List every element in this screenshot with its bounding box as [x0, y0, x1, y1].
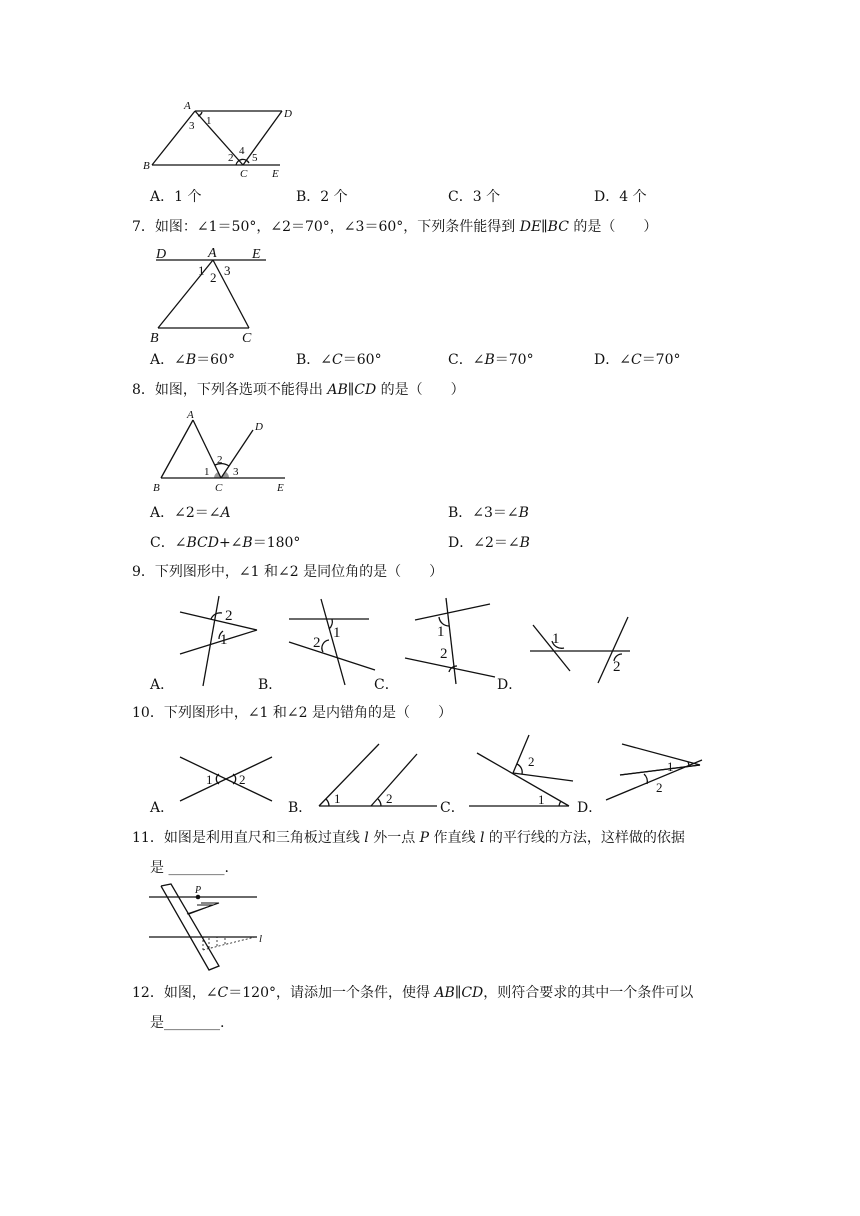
q6-angle-2: 2 — [228, 152, 234, 164]
q8-figure — [145, 408, 295, 498]
q10-figure-a[interactable] — [176, 743, 276, 813]
q8-d-pre: D．∠2＝∠ — [448, 535, 520, 551]
q8-c-mid: +∠ — [218, 535, 243, 551]
q8-b-pre: B．∠3＝∠ — [448, 505, 519, 521]
q8-c-pre: C．∠ — [150, 535, 187, 551]
q11-stem-a: 11．如图是利用直尺和三角板过直线 — [132, 830, 365, 846]
q12-stem-b: ＝120°，请添加一个条件，使得 — [228, 985, 435, 1001]
q11-var-l: l — [364, 830, 369, 846]
q11-stem-c: 作直线 — [429, 830, 480, 846]
q7-label-C: C — [242, 331, 252, 346]
q8-option-c[interactable] — [150, 534, 300, 552]
q10b-angle-1: 1 — [334, 791, 341, 806]
q10-label-d[interactable]: D． — [577, 800, 603, 816]
q7-d-post: ＝70° — [641, 352, 681, 368]
q7-parallel: ∥ — [541, 219, 548, 235]
q6-label-C: C — [240, 168, 248, 180]
q8-a-pre: A．∠2＝∠ — [150, 505, 221, 521]
q8-angle-3: 3 — [233, 466, 239, 478]
q7-angle-2: 2 — [210, 270, 217, 285]
q7-b-var: C — [332, 352, 343, 368]
q8-option-d[interactable] — [448, 534, 530, 552]
q9-figure-d[interactable] — [528, 615, 638, 685]
q11-var-p: P — [419, 830, 430, 846]
q7-stem-end: 的是（ ） — [568, 219, 658, 235]
q7-a-var: B — [185, 352, 197, 368]
q12-parallel: ∥ — [454, 985, 462, 1001]
q7-angle-3: 3 — [224, 263, 231, 278]
q11-var-l2: l — [479, 830, 485, 846]
q8-parallel: ∥ — [347, 382, 355, 398]
q8-c-var2: B — [242, 535, 253, 551]
q8-option-b[interactable] — [448, 504, 529, 522]
q8-label-A: A — [187, 409, 194, 421]
q7-option-a[interactable] — [150, 351, 235, 369]
q7-label-B: B — [150, 331, 159, 346]
q8-label-C: C — [215, 482, 223, 494]
q8-var-ab: AB — [327, 382, 348, 398]
q9-label-d[interactable]: D． — [497, 677, 523, 693]
q8-a-var: A — [220, 505, 231, 521]
q10-label-b[interactable]: B． — [288, 800, 313, 816]
q9b-angle-2: 2 — [313, 635, 321, 651]
q8-b-var: B — [518, 505, 529, 521]
q11-stem-d: 的平行线的方法，这样做的依据 — [484, 830, 685, 846]
q8-c-post: ＝180° — [252, 535, 301, 551]
q9-label-c[interactable]: C． — [374, 677, 399, 693]
q8-angle-1: 1 — [204, 466, 210, 478]
q8-label-D: D — [255, 421, 263, 433]
q6-label-B: B — [143, 160, 150, 172]
q10d-angle-1: 1 — [667, 759, 674, 774]
q10-figure-c[interactable] — [465, 733, 575, 813]
q12-var-ab: AB — [434, 985, 455, 1001]
q9d-angle-1: 1 — [552, 631, 560, 647]
q10c-angle-1: 1 — [538, 792, 545, 807]
q9c-angle-2: 2 — [440, 646, 448, 662]
q8-stem — [132, 381, 465, 399]
q8-label-B: B — [153, 482, 160, 494]
q12-stem — [132, 984, 693, 1002]
q7-option-b[interactable] — [296, 351, 382, 369]
q7-d-pre: D．∠ — [594, 352, 631, 368]
q10-figure-b[interactable] — [315, 742, 445, 812]
q9a-angle-1: 1 — [220, 632, 228, 648]
q6-figure — [140, 95, 300, 185]
q9-label-a[interactable]: A． — [150, 677, 175, 693]
q7-var-bc: BC — [547, 219, 569, 235]
q6-angle-1: 1 — [206, 115, 212, 127]
q7-c-post: ＝70° — [494, 352, 534, 368]
q7-option-d[interactable] — [594, 351, 681, 369]
q7-label-A: A — [208, 246, 217, 261]
q11-figure — [145, 880, 285, 975]
q7-c-var: B — [484, 352, 495, 368]
q8-option-a[interactable] — [150, 504, 231, 522]
q6-angle-4: 4 — [239, 145, 245, 157]
q8-d-var: B — [519, 535, 530, 551]
q10-figure-d[interactable] — [600, 740, 710, 805]
q10a-angle-1: 1 — [206, 772, 213, 787]
q7-angle-1: 1 — [198, 263, 205, 278]
q10-stem: 10．下列图形中，∠1 和∠2 是内错角的是（ ） — [132, 705, 452, 721]
q10a-angle-2: 2 — [239, 772, 246, 787]
q11-label-l: l — [259, 933, 263, 945]
q7-stem-text: 7．如图：∠1＝50°，∠2＝70°，∠3＝60°，下列条件能得到 — [132, 219, 520, 235]
q9b-angle-1: 1 — [333, 625, 341, 641]
q9-figure-c[interactable] — [400, 592, 500, 687]
q7-label-E: E — [252, 247, 261, 262]
q8-c-var: BCD — [186, 535, 219, 551]
q6-label-D: D — [284, 108, 292, 120]
q8-label-E: E — [277, 482, 284, 494]
q7-a-post: ＝60° — [196, 352, 235, 368]
q11-stem — [132, 829, 685, 847]
q7-var-de: DE — [519, 219, 542, 235]
q12-var-c: C — [217, 985, 229, 1001]
q7-figure — [148, 244, 278, 344]
q7-label-D: D — [156, 247, 167, 262]
q7-stem — [132, 218, 657, 236]
q12-stem-a: 12．如图，∠ — [132, 985, 218, 1001]
q6-option-c[interactable]: C．3 个 — [448, 189, 501, 205]
q8-stem-text: 8．如图，下列各选项不能得出 — [132, 382, 328, 398]
q9-figure-b[interactable] — [285, 595, 380, 690]
q9c-angle-1: 1 — [437, 624, 445, 640]
q12-stem-c: ，则符合要求的其中一个条件可以 — [483, 985, 694, 1001]
q6-angle-3: 3 — [189, 120, 195, 132]
q10-label-a[interactable]: A． — [150, 800, 175, 816]
q11-label-P: P — [195, 885, 202, 896]
q9d-angle-2: 2 — [613, 659, 621, 675]
q9-figure-a[interactable] — [175, 590, 265, 690]
q8-stem-end: 的是（ ） — [376, 382, 465, 398]
q6-angle-5: 5 — [252, 152, 258, 164]
q12-answer-line[interactable]: 是________. — [150, 1015, 225, 1031]
q7-a-pre: A．∠ — [150, 352, 186, 368]
q7-b-pre: B．∠ — [296, 352, 333, 368]
q11-answer-line[interactable]: 是 ________. — [150, 860, 229, 876]
q11-stem-b: 外一点 — [368, 830, 420, 846]
q8-var-cd: CD — [354, 382, 377, 398]
q9-stem: 9．下列图形中，∠1 和∠2 是同位角的是（ ） — [132, 564, 444, 580]
q6-option-b[interactable]: B．2 个 — [296, 189, 348, 205]
q10b-angle-2: 2 — [386, 791, 393, 806]
q9a-angle-2: 2 — [225, 608, 233, 624]
q7-c-pre: C．∠ — [448, 352, 485, 368]
q7-option-c[interactable] — [448, 351, 534, 369]
q10d-angle-2: 2 — [656, 780, 663, 795]
q8-angle-2: 2 — [217, 454, 223, 466]
q9-label-b[interactable]: B． — [258, 677, 283, 693]
q7-b-post: ＝60° — [342, 352, 382, 368]
q10c-angle-2: 2 — [528, 754, 535, 769]
q12-var-cd: CD — [461, 985, 484, 1001]
q6-label-E: E — [272, 168, 279, 180]
q10-label-c[interactable]: C． — [440, 800, 465, 816]
q6-option-d[interactable]: D．4 个 — [594, 189, 647, 205]
q6-label-A: A — [184, 100, 191, 112]
q6-option-a[interactable]: A．1 个 — [150, 189, 202, 205]
q7-d-var: C — [630, 352, 642, 368]
